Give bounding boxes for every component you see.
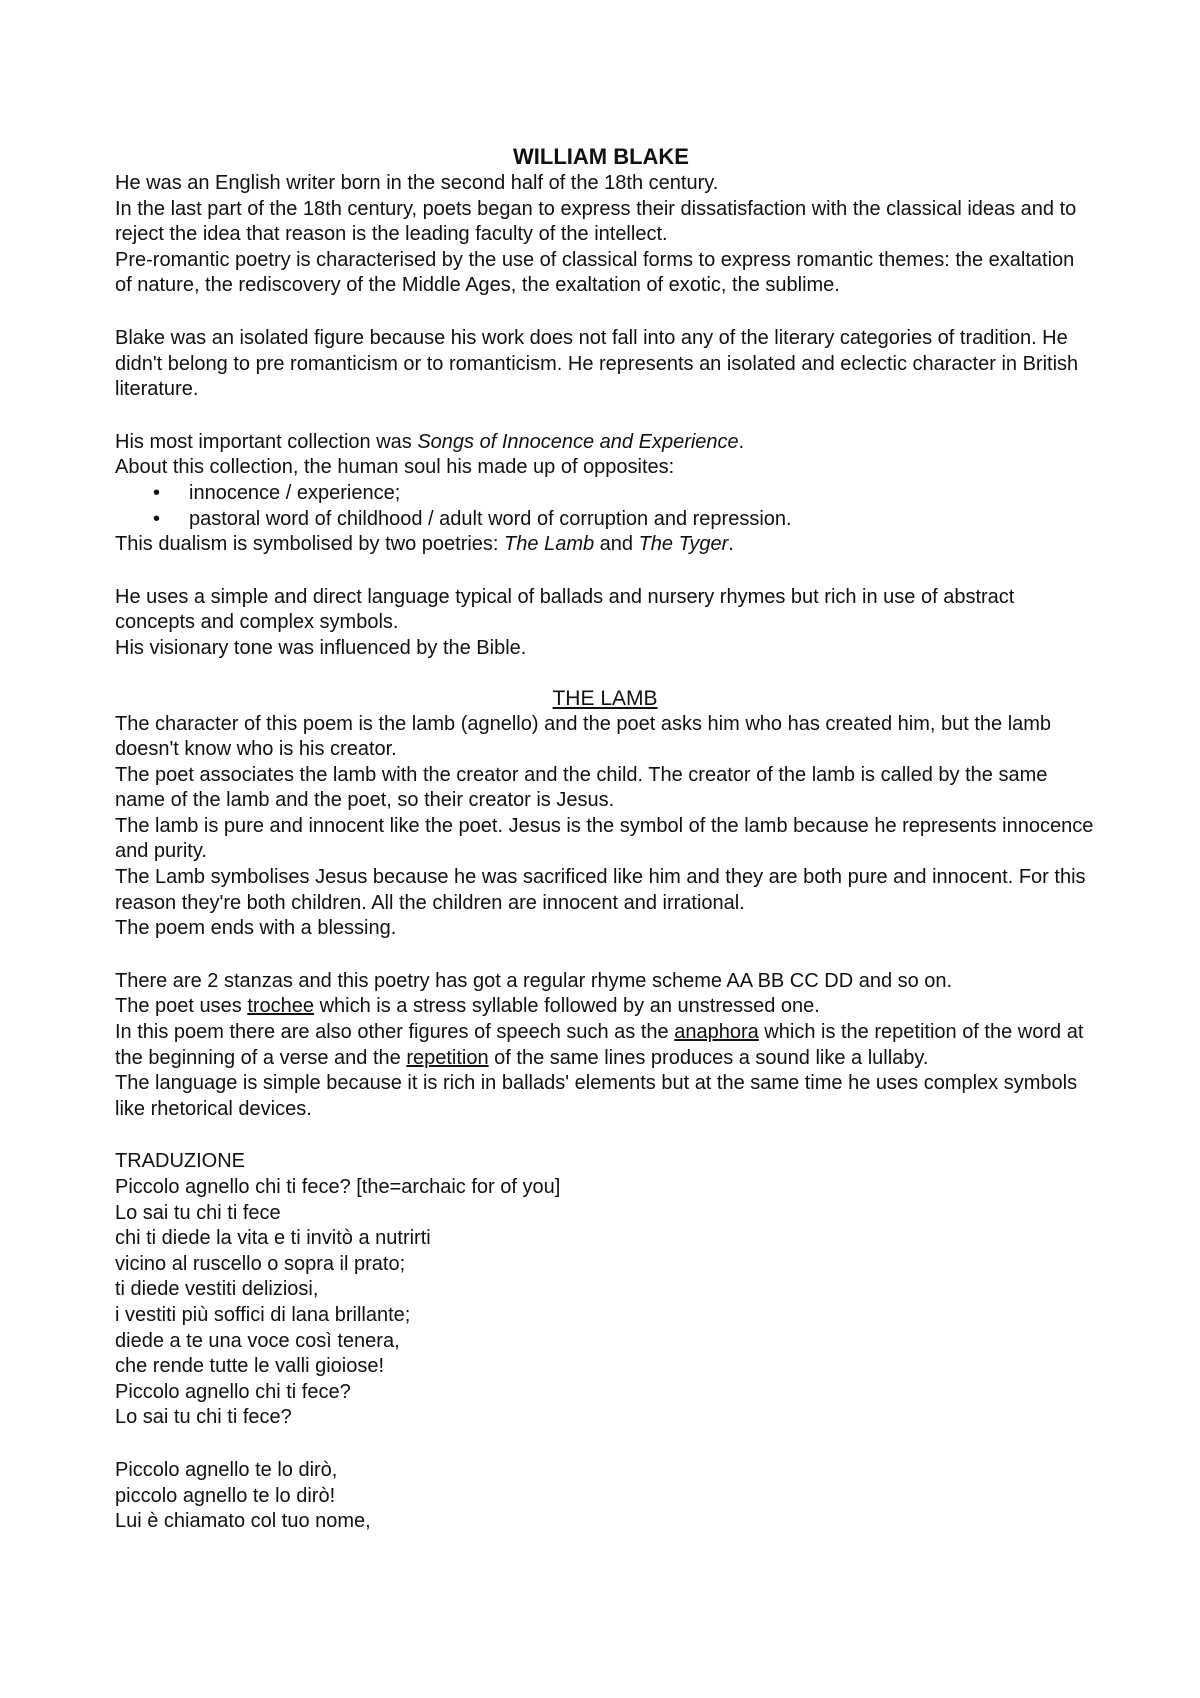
lamb-paragraph-4: The Lamb symbolises Jesus because he was sacrificed like him and they are both pure and innocent. For this reason they're both children. All the children are innocent and irrational. [115,866,1086,914]
intro-paragraph-2: In the last part of the 18th century, poets began to express their dissatisfaction with the classical ideas and to reject the idea that reason is the leading faculty of the intellect. [115,197,1077,246]
verse-line: Piccolo agnello te lo dirò, [115,1458,338,1481]
verse-line: Piccolo agnello chi ti fece? [115,1380,351,1403]
list-item-text: pastoral word of childhood / adult word of corruption and repression. [189,507,792,530]
verse-line: che rende tutte le valli gioiose! [115,1355,385,1378]
verse-line: ti diede vestiti deliziosi, [115,1278,319,1301]
analysis-paragraph-1: There are 2 stanzas and this poetry has got a regular rhyme scheme AA BB CC DD and so on. [115,969,953,992]
spacer [115,662,1095,686]
term-repetition: repetition [406,1046,489,1069]
verse-line: diede a te una voce così tenera, [115,1329,400,1352]
analysis-paragraph-4: The language is simple because it is rich in ballads' elements but at the same time he uses complex symbols like rhetorical devices. [115,1072,1078,1120]
intro-paragraph-3: Pre-romantic poetry is characterised by the use of classical forms to express romantic themes: the exaltation of nature, the rediscovery of the Middle Ages, the exaltation of exotic, the sublime. [115,248,1075,297]
spacer [115,299,1095,326]
list-item [115,507,1095,533]
dualism-and: and [594,533,639,556]
analysis-p3-mid: which is the repetition of the word at the beginning of a verse and the [115,1021,1084,1069]
poem-title-tyger: The Tyger [638,533,729,556]
dualism-paragraph [115,532,1095,558]
verse-line: chi ti diede la vita e ti invitò a nutrirti [115,1227,431,1250]
collection-lead: His most important collection was [115,430,418,453]
verse-line: Lo sai tu chi ti fece [115,1201,281,1224]
verse-line: vicino al ruscello o sopra il prato; [115,1252,406,1275]
lamb-paragraph-2: The poet associates the lamb with the creator and the child. The creator of the lamb is called by the same name of the lamb and the poet, so their creator is Jesus. [115,763,1048,812]
verse-line: Lo sai tu chi ti fece? [115,1406,292,1429]
list-item [115,481,1095,507]
collection-end: . [738,430,745,453]
verse-line: Piccolo agnello chi ti fece? [the=archaic for of you] [115,1176,561,1198]
isolated-figure-paragraph: Blake was an isolated figure because his work does not fall into any of the literary categories of tradition. He didn't belong to pre romanticism or to romanticism. He represents an isolated and eclectic character in British literature. [115,326,1079,401]
analysis-p3-lead: In this poem there are also other figures of speech such as the [115,1021,675,1044]
spacer [115,403,1095,430]
collection-about: About this collection, the human soul his made up of opposites: [115,456,675,479]
collection-paragraph [115,430,1095,456]
term-trochee: trochee [247,995,315,1018]
spacer [115,1122,1095,1149]
spacer [115,558,1095,585]
translation-heading: TRADUZIONE [115,1150,245,1173]
dualism-end: . [728,533,734,556]
page-title: WILLIAM BLAKE [513,144,689,169]
opposites-list [115,481,1095,532]
section-heading-the-lamb: THE LAMB [552,686,658,710]
lamb-paragraph-5: The poem ends with a blessing. [115,917,397,940]
bullet-icon: • [153,481,161,504]
bullet-icon: • [153,507,161,530]
intro-paragraph-1: He was an English writer born in the second half of the 18th century. [115,172,719,194]
language-paragraph-2: His visionary tone was influenced by the Bible. [115,636,527,659]
spacer [115,942,1095,969]
analysis-paragraph-2 [115,994,1095,1020]
list-item-text: innocence / experience; [189,481,401,504]
term-anaphora: anaphora [674,1021,759,1044]
verse-line: piccolo agnello te lo dirò! [115,1484,336,1507]
document-page [115,143,1095,1535]
lamb-paragraph-1: The character of this poem is the lamb (agnello) and the poet asks him who has created him, but the lamb doesn't know who is his creator. [115,712,1052,761]
dualism-lead: This dualism is symbolised by two poetries: [115,533,505,556]
analysis-paragraph-3 [115,1020,1095,1071]
spacer [115,1431,1095,1458]
lamb-paragraph-3: The lamb is pure and innocent like the poet. Jesus is the symbol of the lamb because he represents innocence and purity. [115,814,1094,863]
translation-stanza-2 [115,1458,1095,1535]
poem-title-lamb: The Lamb [504,533,595,556]
analysis-p3-end: of the same lines produces a sound like a lullaby. [488,1046,929,1069]
analysis-p2-end: which is a stress syllable followed by an unstressed one. [314,995,820,1018]
language-paragraph-1: He uses a simple and direct language typical of ballads and nursery rhymes but rich in use of abstract concepts and complex symbols. [115,585,1015,634]
translation-stanza-1 [115,1175,1095,1431]
verse-line: Lui è chiamato col tuo nome, [115,1510,371,1533]
analysis-p2-lead: The poet uses [115,995,248,1018]
verse-line: i vestiti più soffici di lana brillante; [115,1303,411,1326]
collection-title: Songs of Innocence and Experience [417,430,739,453]
